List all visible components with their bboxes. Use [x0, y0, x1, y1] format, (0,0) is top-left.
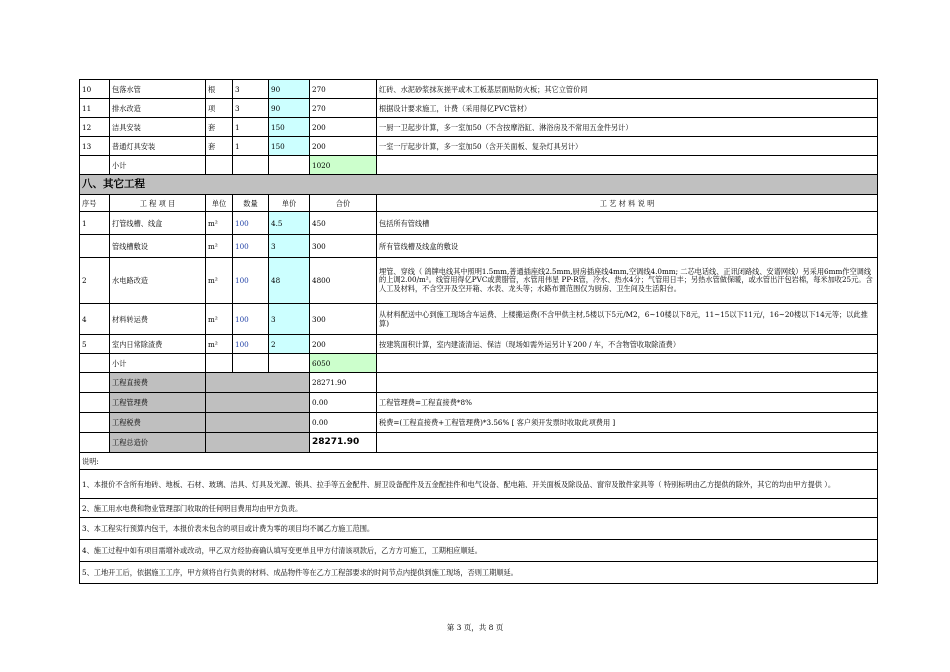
summary-desc [377, 373, 878, 393]
notes-title-row [80, 453, 878, 470]
note-row [80, 470, 878, 499]
row-unit: 套 [206, 137, 233, 156]
summary-desc: 税费=(工程直接费+工程管理费)*3.56% [ 客户须开发票时收取此项费用 ] [377, 413, 878, 433]
table-row [80, 118, 878, 137]
row-price: 4.5 [269, 212, 310, 235]
row-qty: 100 [233, 335, 269, 354]
summary-label: 工程直接费 [110, 373, 206, 393]
row-name: 排水改造 [110, 99, 206, 118]
row-name: 室内日常除渣费 [110, 335, 206, 354]
row-name: 洁具安装 [110, 118, 206, 137]
row-desc: 埋管、穿线（ 鸽牌电线其中照明1.5mm,普通插座线2.5mm,厨房插座线4mm,空调线4.0mm; 二芯电话线、正讯闭路线、安谱网线）另采用6mm作空调线的上调2.00/m²。线管用得亿PVC或黄腊管，水管用伟星 PP-R管，冷水、热水4分；气管用日丰；另热水管做保暖，或水管出汗包岩棉，每米加收25元。含人工及材料，不含空开及空开箱、水表、龙头等；水路布置范围仅为厨房、卫生间及生活阳台。 [377, 258, 878, 304]
row-desc: 一室一厅起步计算，多一室加50（含开关面板、复杂灯具另计） [377, 137, 878, 156]
row-qty: 1 [233, 137, 269, 156]
note-item: 2、施工用水电费和物业管理部门收取的任何明目费用均由甲方负责。 [80, 499, 878, 518]
row-name: 打管线槽、线盒 [110, 212, 206, 235]
note-item: 4、施工过程中如有项目需增补或改动，甲乙双方经协商确认填写变更单且甲方付清该项款后，乙方方可施工，工期相应顺延。 [80, 540, 878, 562]
row-total: 4800 [310, 258, 377, 304]
row-total: 300 [310, 235, 377, 258]
row-qty: 3 [233, 99, 269, 118]
row-desc: 一厨一卫起步计算，多一室加50（不含按摩浴缸、淋浴房及不常用五金件另计） [377, 118, 878, 137]
row-total: 200 [310, 137, 377, 156]
header-no: 序号 [80, 195, 110, 212]
summary-row [80, 393, 878, 413]
row-unit: m² [206, 212, 233, 235]
summary-row [80, 433, 878, 453]
note-row [80, 540, 878, 562]
summary-total-value: 28271.90 [310, 433, 377, 453]
row-desc: 根据设计要求施工，计费（采用得亿PVC管材） [377, 99, 878, 118]
row-price: 150 [269, 118, 310, 137]
row-name: 普通灯具安装 [110, 137, 206, 156]
row-total: 200 [310, 335, 377, 354]
row-qty: 100 [233, 235, 269, 258]
notes-title: 说明: [80, 453, 878, 470]
subtotal-row [80, 354, 878, 373]
row-price: 3 [269, 235, 310, 258]
header-qty: 数量 [233, 195, 269, 212]
row-unit: 套 [206, 118, 233, 137]
row-name: 水电路改造 [110, 258, 206, 304]
summary-desc: 工程管理费=工程直接费*8% [377, 393, 878, 413]
summary-value: 0.00 [310, 393, 377, 413]
row-desc: 红砖、水泥砂浆抹灰搓平或木工板基层面贴防火板；其它立管价同 [377, 80, 878, 99]
row-desc: 包括所有管线槽 [377, 212, 878, 235]
row-no: 13 [80, 137, 110, 156]
subtotal-value: 6050 [310, 354, 377, 373]
row-unit: 根 [206, 80, 233, 99]
row-price: 150 [269, 137, 310, 156]
row-qty: 100 [233, 304, 269, 335]
summary-row [80, 413, 878, 433]
subtotal-label: 小计 [110, 354, 206, 373]
table-row [80, 99, 878, 118]
row-unit: m² [206, 335, 233, 354]
row-total: 450 [310, 212, 377, 235]
row-name: 管线槽敷设 [110, 235, 206, 258]
subtotal-value: 1020 [310, 156, 377, 175]
row-unit: 项 [206, 99, 233, 118]
row-desc: 所有管线槽及线盒的敷设 [377, 235, 878, 258]
subtotal-row [80, 156, 878, 175]
row-desc: 按建筑面积计算，室内建渣清运、保洁（现场如需外运另计￥200 / 车，不含物管收取除渣费） [377, 335, 878, 354]
row-no: 11 [80, 99, 110, 118]
summary-row [80, 373, 878, 393]
section-title-row [80, 175, 878, 195]
row-qty: 3 [233, 80, 269, 99]
row-no: 4 [80, 304, 110, 335]
summary-value: 0.00 [310, 413, 377, 433]
row-no: 1 [80, 212, 110, 235]
header-desc: 工 艺 材 料 说 明 [377, 195, 878, 212]
row-price: 2 [269, 335, 310, 354]
row-price: 90 [269, 80, 310, 99]
summary-value: 28271.90 [310, 373, 377, 393]
table-row [80, 212, 878, 235]
row-no: 10 [80, 80, 110, 99]
row-name: 包落水管 [110, 80, 206, 99]
row-no: 2 [80, 258, 110, 304]
row-total: 270 [310, 99, 377, 118]
row-desc: 从材料配送中心到施工现场含车运费、上楼搬运费(不含甲供主材,5楼以下5元/M2，6~10楼以下8元，11~15以下11元/，16~20楼以下14元等；以此推算) [377, 304, 878, 335]
row-no [80, 235, 110, 258]
row-no: 12 [80, 118, 110, 137]
row-qty: 1 [233, 118, 269, 137]
row-no: 5 [80, 335, 110, 354]
table-row [80, 235, 878, 258]
header-total: 合价 [310, 195, 377, 212]
header-name: 工 程 项 目 [110, 195, 206, 212]
table-row [80, 137, 878, 156]
row-name: 材料转运费 [110, 304, 206, 335]
row-price: 90 [269, 99, 310, 118]
header-row [80, 195, 878, 212]
row-unit: m² [206, 258, 233, 304]
note-item: 3、本工程实行预算内包干，本报价表未包含的项目或计费为零的项目均不属乙方施工范围。 [80, 518, 878, 540]
note-row [80, 518, 878, 540]
header-unit: 单位 [206, 195, 233, 212]
row-total: 300 [310, 304, 377, 335]
row-qty: 100 [233, 258, 269, 304]
summary-label: 工程税费 [110, 413, 206, 433]
table-row [80, 258, 878, 304]
row-unit: m² [206, 304, 233, 335]
note-item: 5、工地开工后，依据施工工序，甲方须将自行负责的材料、成品物件等在乙方工程部要求的时间节点内提供到施工现场，否则工期顺延。 [80, 562, 878, 584]
quotation-table [79, 79, 878, 584]
summary-label: 工程总造价 [110, 433, 206, 453]
note-item: 1、本报价不含所有地砖、地板、石材、玻璃、洁具、灯具及光源、锁具、拉手等五金配件、厨卫设备配件及五金配挂件和电气设备、配电箱、开关面板及除设品、窗帘及散件家具等（ 特别标明由乙方提供的除外，其它的均由甲方提供 ）。 [80, 470, 878, 499]
note-row [80, 499, 878, 518]
table-row [80, 304, 878, 335]
table-row [80, 335, 878, 354]
section-title: 八、其它工程 [80, 175, 878, 195]
subtotal-label: 小计 [110, 156, 206, 175]
row-unit: m² [206, 235, 233, 258]
note-row [80, 562, 878, 584]
row-qty: 100 [233, 212, 269, 235]
row-total: 270 [310, 80, 377, 99]
header-price: 单价 [269, 195, 310, 212]
page-footer: 第 3 页，共 8 页 [446, 623, 504, 632]
row-price: 3 [269, 304, 310, 335]
summary-label: 工程管理费 [110, 393, 206, 413]
row-total: 200 [310, 118, 377, 137]
summary-desc [377, 433, 878, 453]
row-price: 48 [269, 258, 310, 304]
table-row [80, 80, 878, 99]
